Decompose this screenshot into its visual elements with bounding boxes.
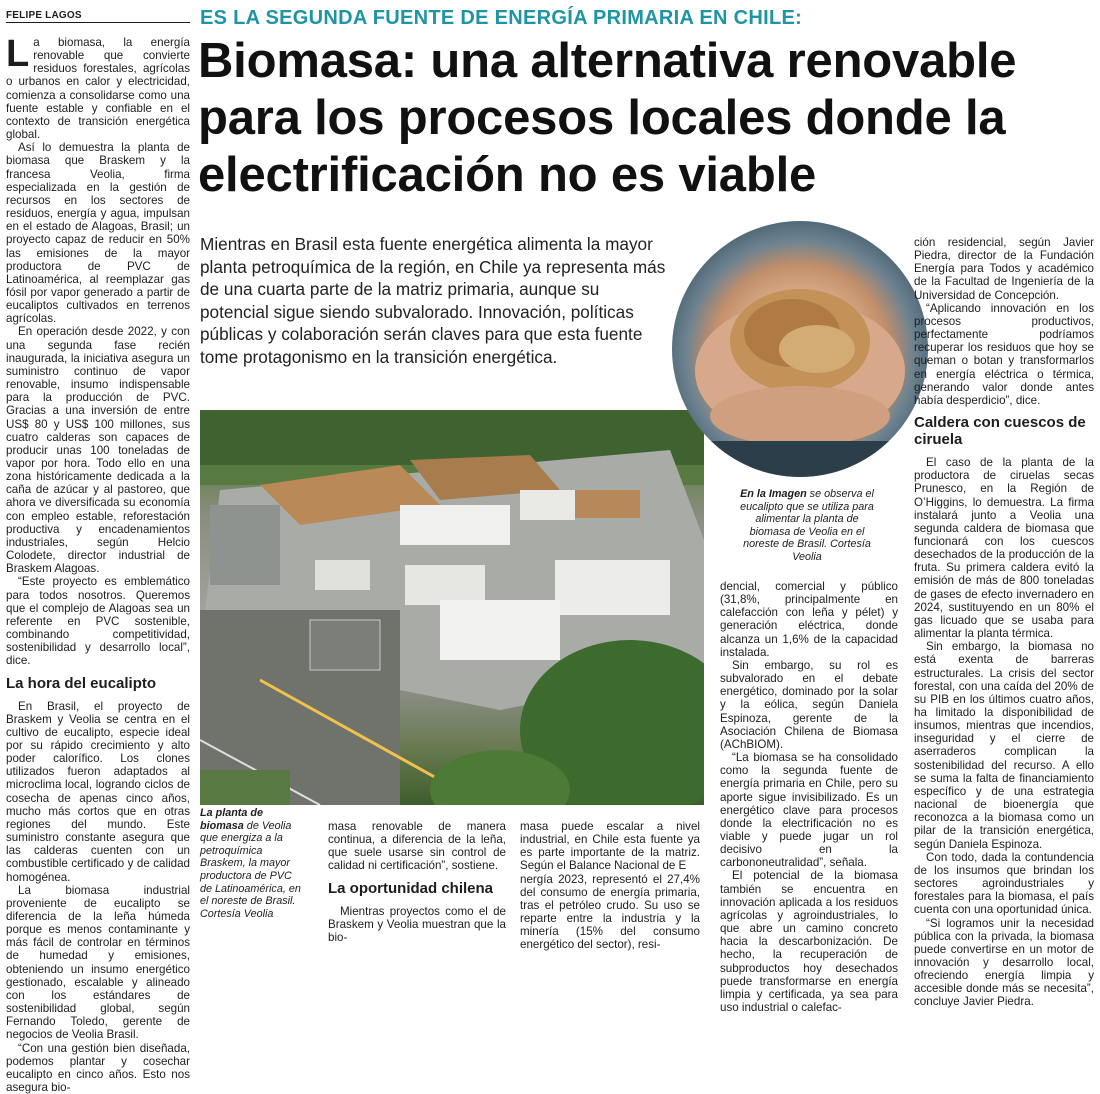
column-3: [520, 820, 700, 952]
plant-photo-illustration: [200, 410, 704, 805]
kicker: ES LA SEGUNDA FUENTE DE ENERGÍA PRIMARIA EN CHILE:: [200, 7, 803, 29]
column-2: [328, 820, 506, 944]
col5-para-3: El caso de la planta de la productora de ciruelas secas Prunesco, en la Región de O’Higgins, lo demuestra. La firma instalará junto a Veolia una segunda caldera de biomasa que funcionará con los cuescos desechados de la producción de la fruta. Su primera caldera evitó la emisión de más de 800 toneladas de gases de efecto invernadero en 2024, sustituyendo en un 80% el gas licuado que se usaba para alimentar la planta térmica.: [914, 456, 1094, 641]
subhead-oportunidad: La oportunidad chilena: [328, 879, 494, 897]
caption-hands: En la Imagen se observa el eucalipto que se utiliza para alimentar la planta de biomasa de Veolia en el noreste de Brasil. Cortesía Veolia: [740, 488, 874, 563]
caption-plant: La planta de biomasa de Veolia que energiza a la petroquímica Braskem, la mayor productora de PVC de Latinoamérica, en el noreste de Brasil. Cortesía Veolia: [200, 807, 301, 920]
subhead-eucalipto: La hora del eucalipto: [6, 674, 157, 692]
col5-para-1: ción residencial, según Javier Piedra, director de la Fundación Energía para Todos y académico de la Facultad de Ingeniería de la Universidad de Concepción.: [914, 236, 1094, 302]
col4-para-2: Sin embargo, su rol es subvalorado en el debate energético, dominado por la solar y la eólica, según Daniela Espinoza, gerente de la Asociación Chilena de Biomasa (AChBIOM).: [720, 658, 898, 751]
col1-para-2: Así lo demuestra la planta de biomasa que Braskem y la francesa Veolia, firma especializada en la gestión de recursos en los sectores de residuos, energía y agua, impulsan en el estado de Alagoas, Brasil; un proyecto capaz de reducir en 50% las emisiones de la mayor productora de PVC de Latinoamérica, al reemplazar gas fósil por vapor generado a partir de eucaliptos cultivados en terrenos agrícolas.: [6, 141, 190, 326]
col1-para-7: “Con una gestión bien diseñada, podemos plantar y cosechar eucalipto en cinco años. Esto nos asegura bio-: [6, 1041, 190, 1094]
col5-para-2: “Aplicando innovación en los procesos productivos, perfectamente podríamos recuperar los residuos que hoy se queman o botan y transformarlos en energía eléctrica o térmica, generando valor donde antes había desperdicio”, dice.: [914, 301, 1094, 407]
col1-para-6: La biomasa industrial proveniente de eucalipto se diferencia de la leña húmeda porque es menos contaminante y más fácil de controlar en términos de humedad y emisiones, obteniendo un insumo energético gestionado, escalable y alineado con los estándares de sostenibilidad global, según Fernando Toledo, gerente de negocios de Veolia Brasil.: [6, 883, 190, 1042]
hands-photo: [672, 221, 928, 477]
byline-rule: [6, 22, 190, 23]
col2-para-2: Mientras proyectos como el de Braskem y Veolia muestran que la bio-: [328, 904, 506, 944]
col5-para-6: “Si logramos unir la necesidad pública con la privada, la biomasa puede convertirse en un motor de innovación y desarrollo local, ofreciendo energía limpia y accesible donde más se necesita”, concluye Javier Piedra.: [914, 916, 1094, 1009]
col1-para-1: La biomasa, la energía renovable que convierte residuos forestales, agrícolas o urbanos en calor y electricidad, comienza a consolidarse como una fuente estable y confiable en el contexto de transición energética global.: [6, 33, 190, 142]
headline-line-3: electrificación no es viable: [198, 148, 817, 202]
col3-para-2: nergía 2023, representó el 27,4% del consumo de energía primaria, tras el petróleo crudo. Su uso se reparte entre la industria y la minería (15% del consumo energético del sector), resi-: [520, 872, 700, 952]
column-4: [720, 580, 898, 1014]
col5-para-4: Sin embargo, la biomasa no está exenta de barreras estructurales. La crisis del sector forestal, con una caída del 20% de su PIB en los últimos cuatro años, ha limitado la disponibilidad de insumos, mientras que incendios, inseguridad y el cierre de aserraderos complican la sostenibilidad del recurso. A ello se suma la falta de financiamiento específico y de una estrategia nacional de bioenergía que reconozca a la biomasa como un pilar de la transición energética, según Daniela Espinoza.: [914, 640, 1094, 851]
deck: Mientras en Brasil esta fuente energética alimenta la mayor planta petroquímica de la región, en Chile ya representa más de una cuarta parte de la matriz primaria, aunque su potencial sigue siendo subvalorado. Innovación, políticas públicas y colaboración serán claves para que esta fuente tome protagonismo en la transición energética.: [200, 234, 666, 367]
column-1: [6, 33, 190, 1094]
col4-para-4: El potencial de la biomasa también se encuentra en innovación aplicada a los residuos agrícolas y agroindustriales, lo que abre un camino concreto hacia la descarbonización. De hecho, la recuperación de subproductos hoy desechados puede transformarse en energía limpia y certificada, ya sea para uso industrial o calefac-: [720, 869, 898, 1014]
col1-para-4: “Este proyecto es emblemático para todos nosotros. Queremos que el complejo de Alagoas sea un referente en PVC sostenible, combinando competitividad, sostenibilidad y desarrollo local”, dice.: [6, 575, 190, 668]
col1-para-3: En operación desde 2022, y con una segunda fase recién inaugurada, la iniciativa asegura un suministro continuo de vapor renovable, insumo indispensable para la producción de PVC. Gracias a una inversión de entre US$ 80 y US$ 100 millones, sus cuatro calderas son capaces de producir unas 100 toneladas de vapor por hora. Todo ello en una zona históricamente dedicada a la caña de azúcar y al pastoreo, que ahora ve diversificada su economía con empleo estable, reforestación productiva y encadenamientos industriales, según Helcio Colodete, director industrial de Braskem Alagoas.: [6, 325, 190, 576]
subhead-caldera: Caldera con cuescos de ciruela: [914, 414, 1086, 449]
col2-para-1: masa renovable de manera continua, a diferencia de la leña, que suele usarse sin control de calidad ni certificación”, sostiene.: [328, 820, 506, 873]
headline: [198, 33, 1098, 204]
dropcap: L: [6, 33, 30, 75]
plant-photo: [200, 410, 704, 805]
byline: FELIPE LAGOS: [6, 10, 82, 21]
col4-para-1: dencial, comercial y público (31,8%, principalmente en calefacción con leña y pélet) y generación eléctrica, donde alcanza un 1,6% de la capacidad instalada.: [720, 580, 898, 659]
hands-photo-illustration: [672, 221, 928, 477]
headline-line-1: Biomasa: una alternativa renovable: [198, 34, 1017, 88]
col1-para-5: En Brasil, el proyecto de Braskem y Veolia se centra en el cultivo de eucalipto, especie ideal por su rápido crecimiento y alto poder calorífico. Los clones utilizados fueron adaptados al microclima local, logrando ciclos de cosecha de apenas cinco años, mucho más cortos que en otras regiones del mundo. Este suministro constante asegura que las calderas cuenten con un combustible certificado y de calidad homogénea.: [6, 699, 190, 884]
col3-para-1: masa puede escalar a nivel industrial, en Chile esta fuente ya es parte importante de la matriz. Según el Balance Nacional de E: [520, 820, 700, 873]
headline-line-2: para los procesos locales donde la: [198, 91, 1006, 145]
column-5: [914, 236, 1094, 1009]
col4-para-3: “La biomasa se ha consolidado como la segunda fuente de energía primaria en Chile, pero su aporte sigue invisibilizado. Es un energético clave para procesos donde la electrificación no es viable y puede jugar un rol decisivo en la carbononeutralidad”, señala.: [720, 751, 898, 870]
col5-para-5: Con todo, dada la contundencia de los insumos que brindan los sectores agroindustriales y forestales para la biomasa, el país cuenta con una oportunidad única.: [914, 850, 1094, 917]
